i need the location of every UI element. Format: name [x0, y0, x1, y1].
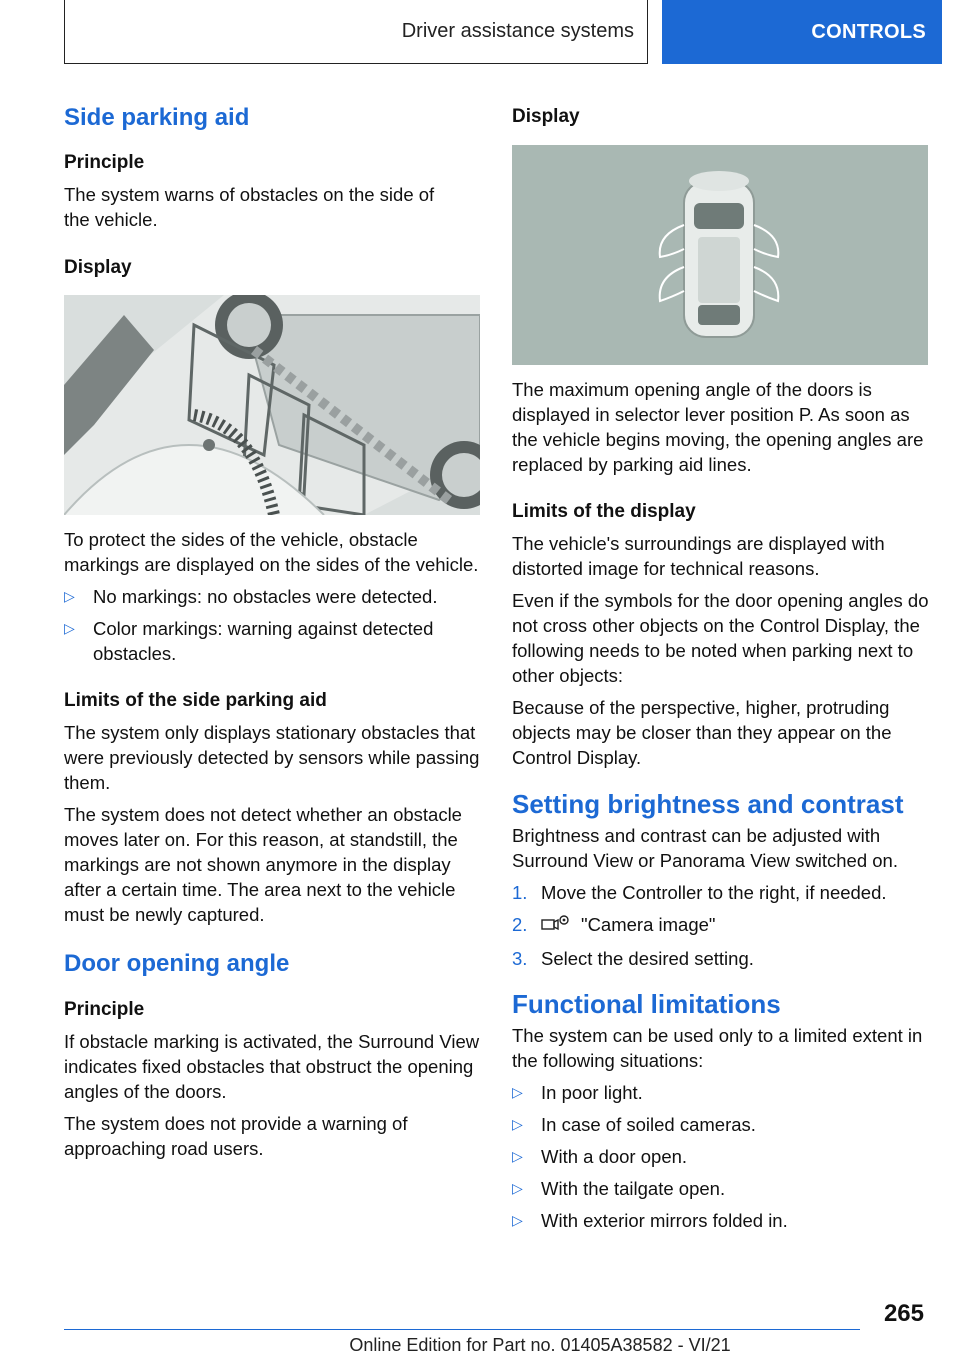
brightness-text: Brightness and contrast can be adjusted with Surround View or Panorama View switched on.	[512, 825, 898, 871]
bullet-triangle-icon: ▷	[512, 1148, 523, 1165]
header-section-title: Driver assistance systems	[401, 20, 634, 42]
door-principle-heading: Principle	[64, 999, 145, 1020]
left-column	[64, 96, 482, 1161]
principle-heading: Principle	[64, 152, 145, 173]
display-description: The maximum opening angle of the doors is displayed in selector lever position P. As soon as the vehicle begins moving, the opening angles are replaced by parking aid lines.	[512, 379, 924, 475]
list-item-text: With exterior mirrors folded in.	[541, 1210, 788, 1232]
header-chapter-title: CONTROLS	[811, 20, 926, 43]
display-heading-right: Display	[512, 106, 580, 127]
step-text: Select the desired setting.	[541, 948, 754, 970]
footer-edition	[0, 1335, 960, 1356]
bullet-triangle-icon: ▷	[512, 1116, 523, 1133]
header-section-box	[64, 0, 648, 64]
list-item	[512, 1080, 930, 1105]
list-item-text: With a door open.	[541, 1146, 688, 1168]
step-text: Move the Controller to the right, if needed.	[541, 882, 887, 903]
list-item	[512, 1176, 930, 1201]
limits-display-text-2: Even if the symbols for the door opening angles do not cross other objects on the Control Display, the following needs to be noted when parking next to other objects:	[512, 590, 929, 686]
step-item	[512, 912, 930, 939]
list-item	[64, 584, 482, 609]
side-parking-title: Side parking aid	[64, 104, 250, 131]
list-item-text: With the tailgate open.	[541, 1178, 726, 1200]
camera-gear-icon	[541, 913, 571, 939]
footer-divider	[64, 1329, 860, 1330]
step-number: 1.	[512, 882, 528, 903]
display-heading-left: Display	[64, 257, 132, 278]
list-item-text: Color markings: warning against detected obstacles.	[93, 618, 434, 664]
list-item-text: In case of soiled cameras.	[541, 1114, 756, 1136]
door-opening-title: Door opening angle	[64, 950, 290, 977]
limits-display-text-3: Because of the perspective, higher, protruding objects may be closer than they appear on the Control Display.	[512, 697, 892, 768]
bullet-triangle-icon: ▷	[512, 1212, 523, 1229]
limits-text-1: The system only displays stationary obstacles that were previously detected by sensors while passing them.	[64, 722, 480, 793]
step-number: 3.	[512, 948, 528, 970]
brightness-steps	[512, 880, 930, 971]
bullet-triangle-icon: ▷	[512, 1180, 523, 1197]
principle-text: The system warns of obstacles on the side of the vehicle.	[64, 184, 435, 230]
side-parking-image	[64, 295, 480, 515]
header-chapter-tab[interactable]	[662, 0, 942, 64]
door-text-2: The system does not provide a warning of approaching road users.	[64, 1113, 408, 1159]
list-item	[512, 1208, 930, 1233]
step-item	[512, 880, 930, 905]
door-angle-image	[512, 145, 928, 365]
limits-display-text-1: The vehicle's surroundings are displayed with distorted image for technical reasons.	[512, 533, 885, 579]
page-number: 265	[883, 1300, 924, 1327]
list-item-text: No markings: no obstacles were detected.	[93, 586, 438, 607]
marking-bullet-list	[64, 584, 482, 666]
side-parking-description: To protect the sides of the vehicle, obstacle markings are displayed on the sides of the vehicle.	[64, 529, 479, 575]
functional-limitations-title: Functional limitations	[512, 989, 781, 1020]
list-item	[512, 1112, 930, 1137]
right-column	[512, 96, 930, 1233]
bullet-triangle-icon: ▷	[512, 1084, 523, 1101]
limits-side-parking-heading: Limits of the side parking aid	[64, 690, 327, 711]
functional-limitations-list	[512, 1080, 930, 1233]
list-item	[64, 616, 482, 666]
limits-text-2: The system does not detect whether an obstacle moves later on. For this reason, at standstill, the markings are not shown anymore in the display after a certain time. The area next to the vehicle must be newly captured.	[64, 804, 462, 925]
step-item	[512, 946, 930, 971]
bullet-triangle-icon: ▷	[64, 620, 75, 636]
footer-edition-text: Online Edition for Part no. 01405A38582 - VI/21	[349, 1335, 731, 1355]
functional-limitations-text: The system can be used only to a limited extent in the following situations:	[512, 1025, 923, 1072]
door-angle-illustration	[512, 145, 928, 365]
limits-display-heading: Limits of the display	[512, 501, 696, 522]
step-number: 2.	[512, 914, 528, 935]
brightness-title: Setting brightness and contrast	[512, 789, 904, 819]
bullet-triangle-icon: ▷	[64, 588, 75, 604]
list-item-text: In poor light.	[541, 1082, 643, 1104]
door-text-1: If obstacle marking is activated, the Surround View indicates fixed obstacles that obstruct the opening angles of the doors.	[64, 1031, 480, 1102]
list-item	[512, 1144, 930, 1169]
step-text: "Camera image"	[581, 914, 716, 935]
side-parking-illustration	[64, 295, 480, 515]
